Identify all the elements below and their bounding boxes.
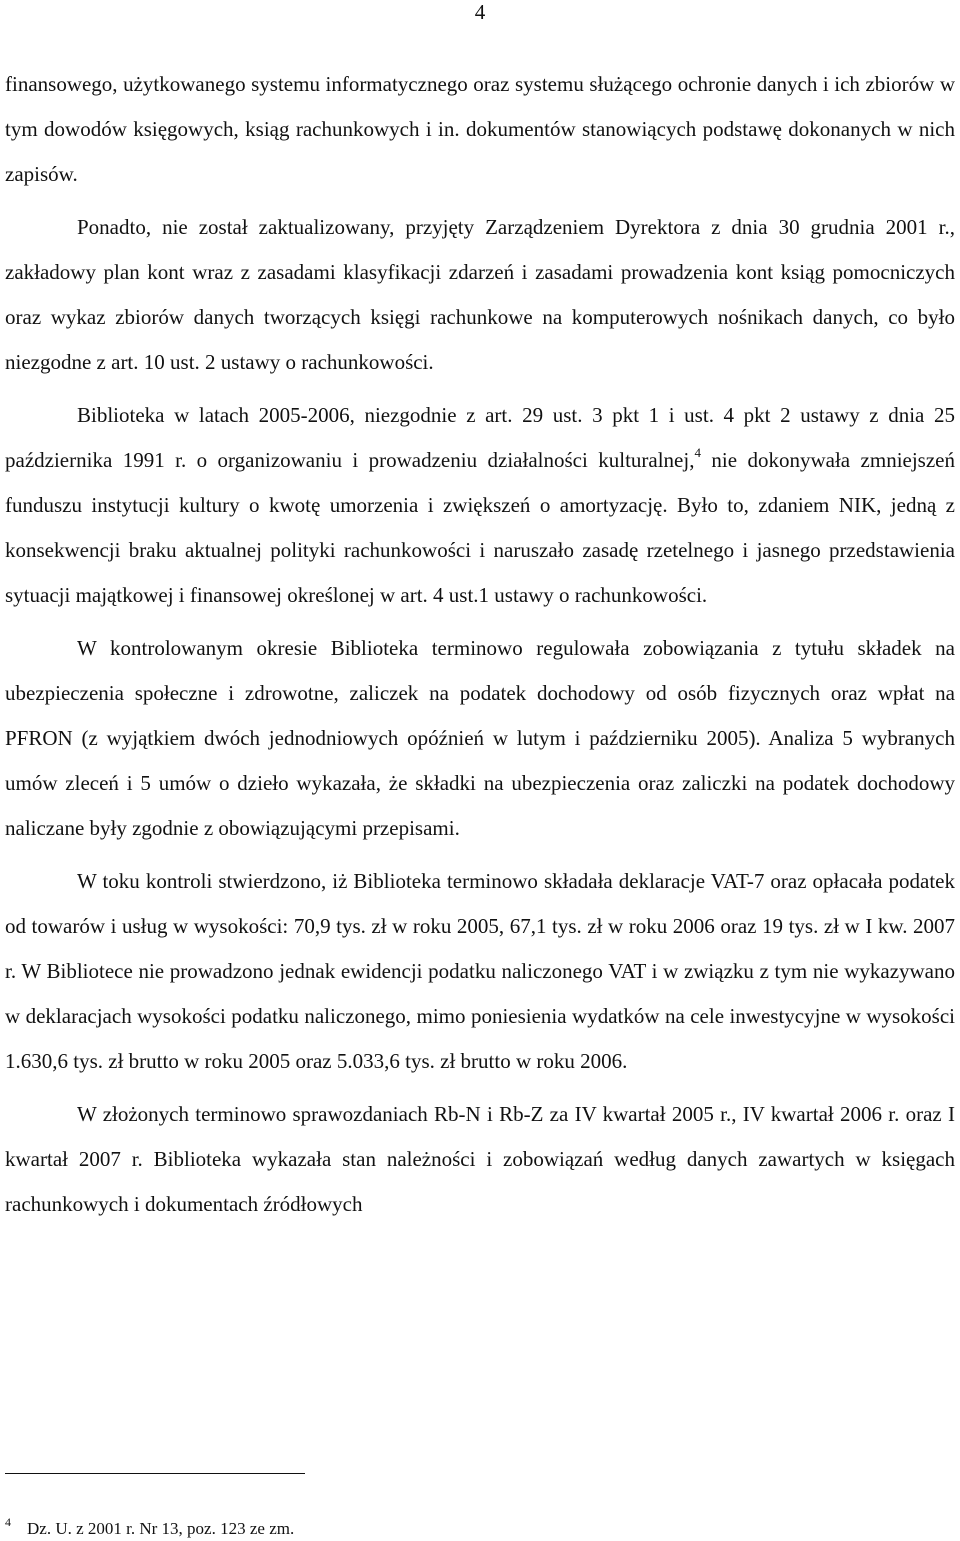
paragraph-text: W toku kontroli stwierdzono, iż Biblioteka terminowo składała deklaracje VAT-7 oraz opłacała podatek od towarów i usług w wysokości: 70,9 tys. zł w roku 2005, 67,1 tys. zł w roku 2006 oraz 19 tys. zł w I kw. 2007 r. W Bibliotece nie prowadzono jednak ewidencji podatku naliczonego VAT i w związku z tym nie wykazywano w deklaracjach wysokości podatku naliczonego, mimo poniesienia wydatków na cele inwestycyjne w wysokości 1.630,6 tys. zł brutto w roku 2005 oraz 5.033,6 tys. zł brutto w roku 2006. [5, 869, 955, 1073]
paragraph-chart-of-accounts [5, 205, 955, 385]
paragraph-text: Ponadto, nie został zaktualizowany, przyjęty Zarządzeniem Dyrektora z dnia 30 grudnia 2001 r., zakładowy plan kont wraz z zasadami klasyfikacji zdarzeń i zasadami prowadzenia kont ksiąg pomocniczych oraz wykaz zbiorów danych tworzących księgi rachunkowe na komputerowych nośnikach danych, co było niezgodne z art. 10 ust. 2 ustawy o rachunkowości. [5, 215, 955, 374]
footnote-separator [5, 1473, 305, 1474]
footnote-mark: 4 [5, 1515, 11, 1529]
paragraph-text: W kontrolowanym okresie Biblioteka terminowo regulowała zobowiązania z tytułu składek na ubezpieczenia społeczne i zdrowotne, zaliczek na podatek dochodowy od osób fizycznych oraz wpłat na PFRON (z wyjątkiem dwóch jednodniowych opóźnień w lutym i październiku 2005). Analiza 5 wybranych umów zleceń i 5 umów o dzieło wykazała, że składki na ubezpieczenia oraz zaliczki na podatek dochodowy naliczane były zgodnie z obowiązującymi przepisami. [5, 636, 955, 840]
paragraph-text: nie dokonywała zmniejszeń funduszu instytucji kultury o kwotę umorzenia i zwiększeń o amortyzację. Było to, zdaniem NIK, jedną z konsekwencji braku aktualnej polityki rachunkowości i naruszało zasadę rzetelnego i jasnego przedstawienia sytuacji majątkowej i finansowej określonej w art. 4 ust.1 ustawy o rachunkowości. [5, 448, 955, 607]
paragraph-text: finansowego, użytkowanego systemu informatycznego oraz systemu służącego ochronie danych i ich zbiorów w tym dowodów księgowych, ksiąg rachunkowych i in. dokumentów stanowiących podstawę dokonanych w nich zapisów. [5, 72, 955, 186]
paragraph-reports [5, 1092, 955, 1227]
footnote-reference[interactable]: 4 [694, 445, 701, 460]
paragraph-contributions [5, 626, 955, 851]
paragraph-text: W złożonych terminowo sprawozdaniach Rb-N i Rb-Z za IV kwartał 2005 r., IV kwartał 2006 r. oraz I kwartał 2007 r. Biblioteka wykazała stan należności i zobowiązań według danych zawartych w księgach rachunkowych i dokumentach źródłowych [5, 1102, 955, 1216]
footnote [5, 1510, 905, 1541]
page-number: 4 [474, 0, 486, 24]
paragraph-culture-fund [5, 393, 955, 618]
paragraph-continuation [5, 62, 955, 197]
document-body [5, 62, 955, 1227]
footnote-text: Dz. U. z 2001 r. Nr 13, poz. 123 ze zm. [27, 1519, 295, 1538]
paragraph-text: Biblioteka w latach 2005-2006, niezgodnie z art. 29 ust. 3 pkt 1 i ust. 4 pkt 2 ustawy z dnia 25 października 1991 r. o organizowaniu i prowadzeniu działalności kulturalnej, [5, 403, 955, 472]
paragraph-vat [5, 859, 955, 1084]
